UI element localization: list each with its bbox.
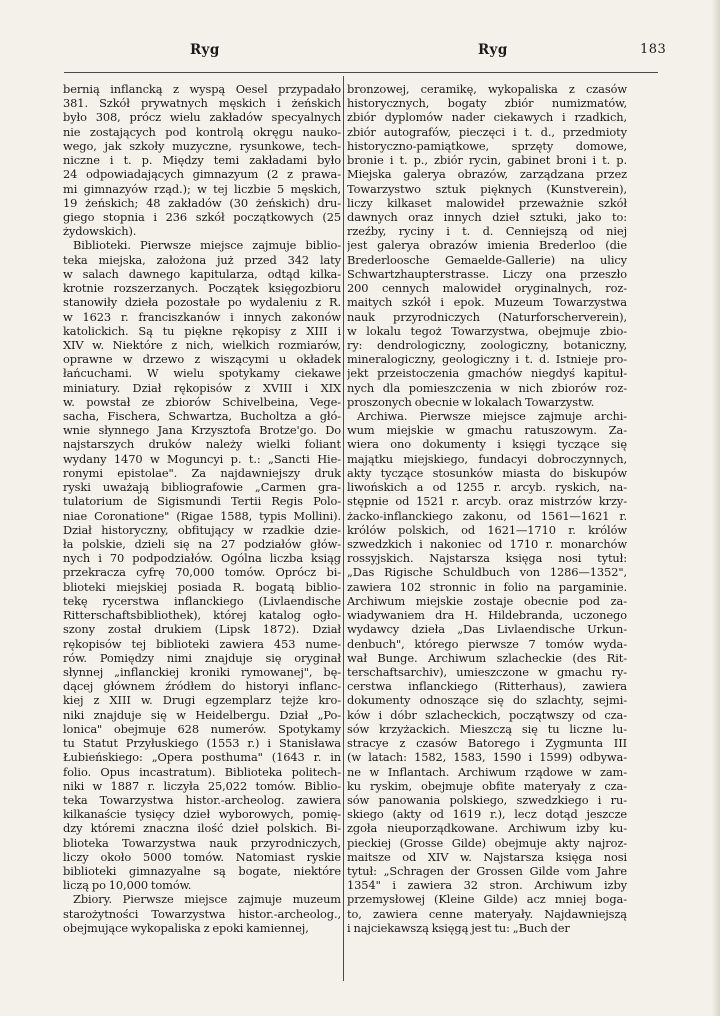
left-text-column xyxy=(63,82,341,935)
text-line: jekt przeistoczenia gmachów niegdyś kapituł- xyxy=(347,366,627,381)
text-line: 1354" i zawiera 32 stron. Archiwum izby xyxy=(347,878,627,893)
text-line: było 308, prócz wielu zakładów specyalnych xyxy=(63,110,341,125)
text-line: biblioteki gimnazyalne są bogate, niektóre xyxy=(63,864,341,879)
text-line: sów panowania polskiego, szwedzkiego i ru- xyxy=(347,792,627,807)
text-line: tekę rycerstwa inflanckiego (Livlaendische xyxy=(63,593,341,608)
text-line: niki w 1887 r. liczyła 25,022 tomów. Biblio- xyxy=(63,778,341,793)
text-line: Towarzystwo sztuk pięknych (Kunstverein), xyxy=(347,181,627,196)
text-line: przemysłowej (Kleine Gilde) acz mniej boga- xyxy=(347,892,627,907)
text-line: folio. Opus incastratum). Biblioteka politech- xyxy=(63,764,341,779)
text-line: jest galerya obrazów imienia Brederloo (die xyxy=(347,238,627,253)
text-line: niki znajduje się w Heidelbergu. Dział „Po- xyxy=(63,707,341,722)
text-line: (w latach: 1582, 1583, 1590 i 1599) odbywa- xyxy=(347,750,627,765)
text-line: dokumenty odnoszące się do szlachty, sejmi- xyxy=(347,693,627,708)
text-line: przekracza cyfrę 70,000 tomów. Oprócz bi- xyxy=(63,565,341,580)
text-line: blioteki miejskiej posiada R. bogatą biblio- xyxy=(63,579,341,594)
page-number: 183 xyxy=(640,42,667,57)
right-text-column xyxy=(347,82,627,935)
text-line: w. powstał ze zbiorów Schivelbeina, Vege- xyxy=(63,394,341,409)
text-line: majątku miejskiego, fundacyi dobroczynnych, xyxy=(347,451,627,466)
text-line: sów krzyżackich. Mieszczą się tu liczne lu- xyxy=(347,721,627,736)
text-line: zbiór dyplomów nader ciekawych i rzadkich, xyxy=(347,110,627,125)
text-line: obejmujące wykopaliska z epoki kamiennej, xyxy=(63,920,309,935)
text-line: nych dla pomieszczenia w nich zbiorów roz- xyxy=(347,380,627,395)
text-line: wiadywaniem dra H. Hildebranda, uczonego xyxy=(347,608,627,623)
text-line: historycznych, bogaty zbiór numizmatów, xyxy=(347,96,627,111)
text-line: rzeźby, ryciny i t. d. Cenniejszą od niej xyxy=(347,224,627,239)
text-line: Dział historyczny, obfitujący w rzadkie dzie- xyxy=(63,522,341,537)
text-line: dawnych oraz innych dzieł sztuki, jako to: xyxy=(347,209,627,224)
text-line: denbuch", którego pierwsze 7 tomów wyda- xyxy=(347,636,627,651)
running-head-right: Ryg xyxy=(478,42,508,58)
text-line: wał Bunge. Archiwum szlacheckie (des Rit- xyxy=(347,650,627,665)
text-line: teka miejska, założona już przed 342 laty xyxy=(63,252,341,267)
text-line: liwońskich a od 1255 r. arcyb. ryskich, na- xyxy=(347,480,627,495)
text-line: niczne i t. p. Między temi zakładami było xyxy=(63,153,341,168)
text-line: akty tyczące stosunków miasta do biskupów xyxy=(347,465,627,480)
text-line: zawiera 102 stronnic in folio na pargaminie. xyxy=(347,579,627,594)
text-line: katolickich. Są tu piękne rękopisy z XIII i xyxy=(63,323,341,338)
text-line: szony został drukiem (Lipsk 1872). Dział xyxy=(63,622,341,637)
text-line: historyczno-pamiątkowe, sprzęty domowe, xyxy=(347,138,627,153)
text-line: nie zostających pod kontrolą okręgu nauko- xyxy=(63,124,341,139)
text-line: 19 żeńskich; 48 zakładów (30 żeńskich) dru- xyxy=(63,195,341,210)
text-line: bernią inflancką z wyspą Oesel przypadało xyxy=(63,82,341,96)
text-line: stępnie od 1521 r. arcyb. oraz mistrzów krzy- xyxy=(347,494,627,509)
page-edge-shadow xyxy=(712,0,720,1016)
text-line: sacha, Fischera, Schwartza, Bucholtza a głó- xyxy=(63,409,341,424)
text-line: oprawne w drzewo z wiszącymi u okładek xyxy=(63,352,341,367)
text-line: terschaftsarchiv), umieszczone w gmachu ry- xyxy=(347,664,627,679)
text-line: szwedzkich i nakoniec od 1710 r. monarchów xyxy=(347,537,627,551)
text-line: XIV w. Niektóre z nich, wielkich rozmiarów, xyxy=(63,337,341,352)
text-line: lonica" obejmuje 628 numerów. Spotykamy xyxy=(63,721,341,736)
text-line: bronzowej, ceramikę, wykopaliska z czasów xyxy=(347,82,627,96)
text-line: ku ryskim, obejmuje obfite materyały z cza- xyxy=(347,778,627,793)
text-line: królów polskich, od 1621—1710 r. królów xyxy=(347,522,627,537)
text-line: ry: dendrologiczny, zoologiczny, botaniczny, xyxy=(347,337,627,352)
text-line: maitsze od XIV w. Najstarsza księga nosi xyxy=(347,849,627,864)
text-line: Ritterschaftsbibliothek), której katalog ogło- xyxy=(63,608,341,623)
text-line: Zbiory. Pierwsze miejsce zajmuje muzeum xyxy=(73,892,341,907)
text-line: rękopisów tej biblioteki zawiera 453 nume- xyxy=(63,636,341,651)
text-line: ła polskie, dzieli się na 27 podziałów głów- xyxy=(63,537,341,551)
text-line: Miejska galerya obrazów, zarządzana przez xyxy=(347,167,627,182)
text-line: Brederloosche Gemaelde-Gallerie) na ulicy xyxy=(347,252,627,267)
text-line: dzy któremi znaczna ilość dzieł polskich. Bi- xyxy=(63,821,341,836)
text-line: kiej z XIII w. Drugi egzemplarz tejże kro- xyxy=(63,693,341,708)
text-line: proszonych obecnie w lokalach Towarzystw. xyxy=(347,394,595,409)
text-line: rossyjskich. Najstarsza księga nosi tytuł: xyxy=(347,551,627,566)
text-line: Schwartzhaupterstrasse. Liczy ona przeszło xyxy=(347,266,627,281)
text-line: stanowiły dzieła pozostałe po wydaleniu z R. xyxy=(63,295,341,310)
text-line: blioteka Towarzystwa nauk przyrodniczych, xyxy=(63,835,341,850)
text-line: tytuł: „Schragen der Grossen Gilde vom Jahre xyxy=(347,864,627,879)
text-line: giego stopnia i 236 szkół początkowych (25 xyxy=(63,209,341,224)
text-line: pieckiej (Grosse Gilde) obejmuje akty najroz- xyxy=(347,835,627,850)
text-line: Archiwum miejskie zostaje obecnie pod za- xyxy=(347,593,627,608)
text-line: „Das Rigische Schuldbuch von 1286—1352", xyxy=(347,565,627,580)
text-line: najstarszych druków należy wielki foliant xyxy=(63,437,341,452)
text-line: stracye z czasów Batorego i Zygmunta III xyxy=(347,736,627,751)
text-line: tulatorium de Sigismundi Tertii Regis Polo- xyxy=(63,494,341,509)
text-line: nauk przyrodniczych (Naturforscherverein), xyxy=(347,309,627,324)
text-line: to, zawiera cenne materyały. Najdawniejszą xyxy=(347,906,627,921)
text-line: niae Coronatione" (Rigae 1588, typis Mollini). xyxy=(63,508,341,523)
text-line: słynnej „inflanckiej kroniki rymowanej", bę- xyxy=(63,664,341,679)
text-line: wiera ono dokumenty i księgi tyczące się xyxy=(347,437,627,452)
text-line: wnie słynnego Jana Krzysztofa Brotze'go. Do xyxy=(63,423,341,438)
text-line: wydany 1470 w Moguncyi p. t.: „Sancti Hie- xyxy=(63,451,341,466)
text-line: tu Statut Przyłuskiego (1553 r.) i Stanisława xyxy=(63,736,341,751)
text-line: w salach dawnego kapitularza, odtąd kilka- xyxy=(63,266,341,281)
text-line: cerstwa inflanckiego (Ritterhaus), zawiera xyxy=(347,679,627,694)
text-line: w lokalu tegoż Towarzystwa, obejmuje zbio- xyxy=(347,323,627,338)
text-line: maitych szkół i epok. Muzeum Towarzystwa xyxy=(347,295,627,310)
text-line: łańcuchami. W wielu spotykamy ciekawe xyxy=(63,366,341,381)
text-line: starożytności Towarzystwa histor.-archeolog., xyxy=(63,906,341,921)
text-line: liczy około 5000 tomów. Natomiast ryskie xyxy=(63,849,341,864)
text-line: bronie i t. p., zbiór rycin, gabinet broni i t. p. xyxy=(347,153,627,168)
text-line: teka Towarzystwa histor.-archeolog. zawiera xyxy=(63,792,341,807)
text-line: 381. Szkół prywatnych męskich i żeńskich xyxy=(63,96,341,111)
text-line: zgoła nieuporządkowane. Archiwum izby ku- xyxy=(347,821,627,836)
header-rule xyxy=(64,72,658,73)
text-line: liczą po 10,000 tomów. xyxy=(63,878,192,893)
text-line: krotnie rozszerzanych. Początek księgozbioru xyxy=(63,281,341,296)
text-line: w 1623 r. franciszkanów i innych zakonów xyxy=(63,309,341,324)
text-line: rów. Pomiędzy nimi znajduje się oryginał xyxy=(63,650,341,665)
text-line: ronymi epistolae". Za najdawniejszy druk xyxy=(63,465,341,480)
column-divider xyxy=(343,76,344,981)
text-line: ków i dóbr szlacheckich, początwszy od cza- xyxy=(347,707,627,722)
text-line: nych i 70 podpodziałów. Ogólna liczba ksiąg xyxy=(63,551,341,566)
text-line: 24 odpowiadających gimnazyum (2 z prawa- xyxy=(63,167,341,182)
text-line: Biblioteki. Pierwsze miejsce zajmuje biblio- xyxy=(73,238,341,253)
text-line: ne w Inflantach. Archiwum rządowe w zam- xyxy=(347,764,627,779)
text-line: mineralogiczny, geologiczny i t. d. Istnieje pro- xyxy=(347,352,627,367)
text-line: Łubieńskiego: „Opera posthuma" (1643 r. in xyxy=(63,750,341,765)
text-line: skiego (akty od 1619 r.), lecz dotąd jeszcze xyxy=(347,807,627,822)
text-line: ryski uważają bibliografowie „Carmen gra- xyxy=(63,480,341,495)
text-line: 200 cennych malowideł oryginalnych, roz- xyxy=(347,281,627,296)
text-line: dącej głównem źródłem do historyi inflanc- xyxy=(63,679,341,694)
text-line: wydawcy dzieła „Das Livlaendische Urkun- xyxy=(347,622,627,637)
text-line: zbiór autografów, pieczęci i t. d., przedmioty xyxy=(347,124,627,139)
text-line: i najciekawszą księgą jest tu: „Buch der xyxy=(347,920,570,935)
text-line: Archiwa. Pierwsze miejsce zajmuje archi- xyxy=(357,409,627,424)
text-line: wego, jak szkoły muzyczne, rysunkowe, tech- xyxy=(63,138,341,153)
text-line: wum miejskie w gmachu ratuszowym. Za- xyxy=(347,423,627,438)
text-line: miniatury. Dział rękopisów z XVIII i XIX xyxy=(63,380,341,395)
text-line: żydowskich). xyxy=(63,224,137,239)
text-line: mi gimnazyów rząd.); w tej liczbie 5 męskich, xyxy=(63,181,341,196)
text-line: liczy kilkaset malowideł przeważnie szkół xyxy=(347,195,627,210)
text-line: żacko-inflanckiego zakonu, od 1561—1621 r. xyxy=(347,508,627,523)
running-head-left: Ryg xyxy=(190,42,220,58)
text-line: kilkanaście tysięcy dzieł wyborowych, pomię- xyxy=(63,807,341,822)
